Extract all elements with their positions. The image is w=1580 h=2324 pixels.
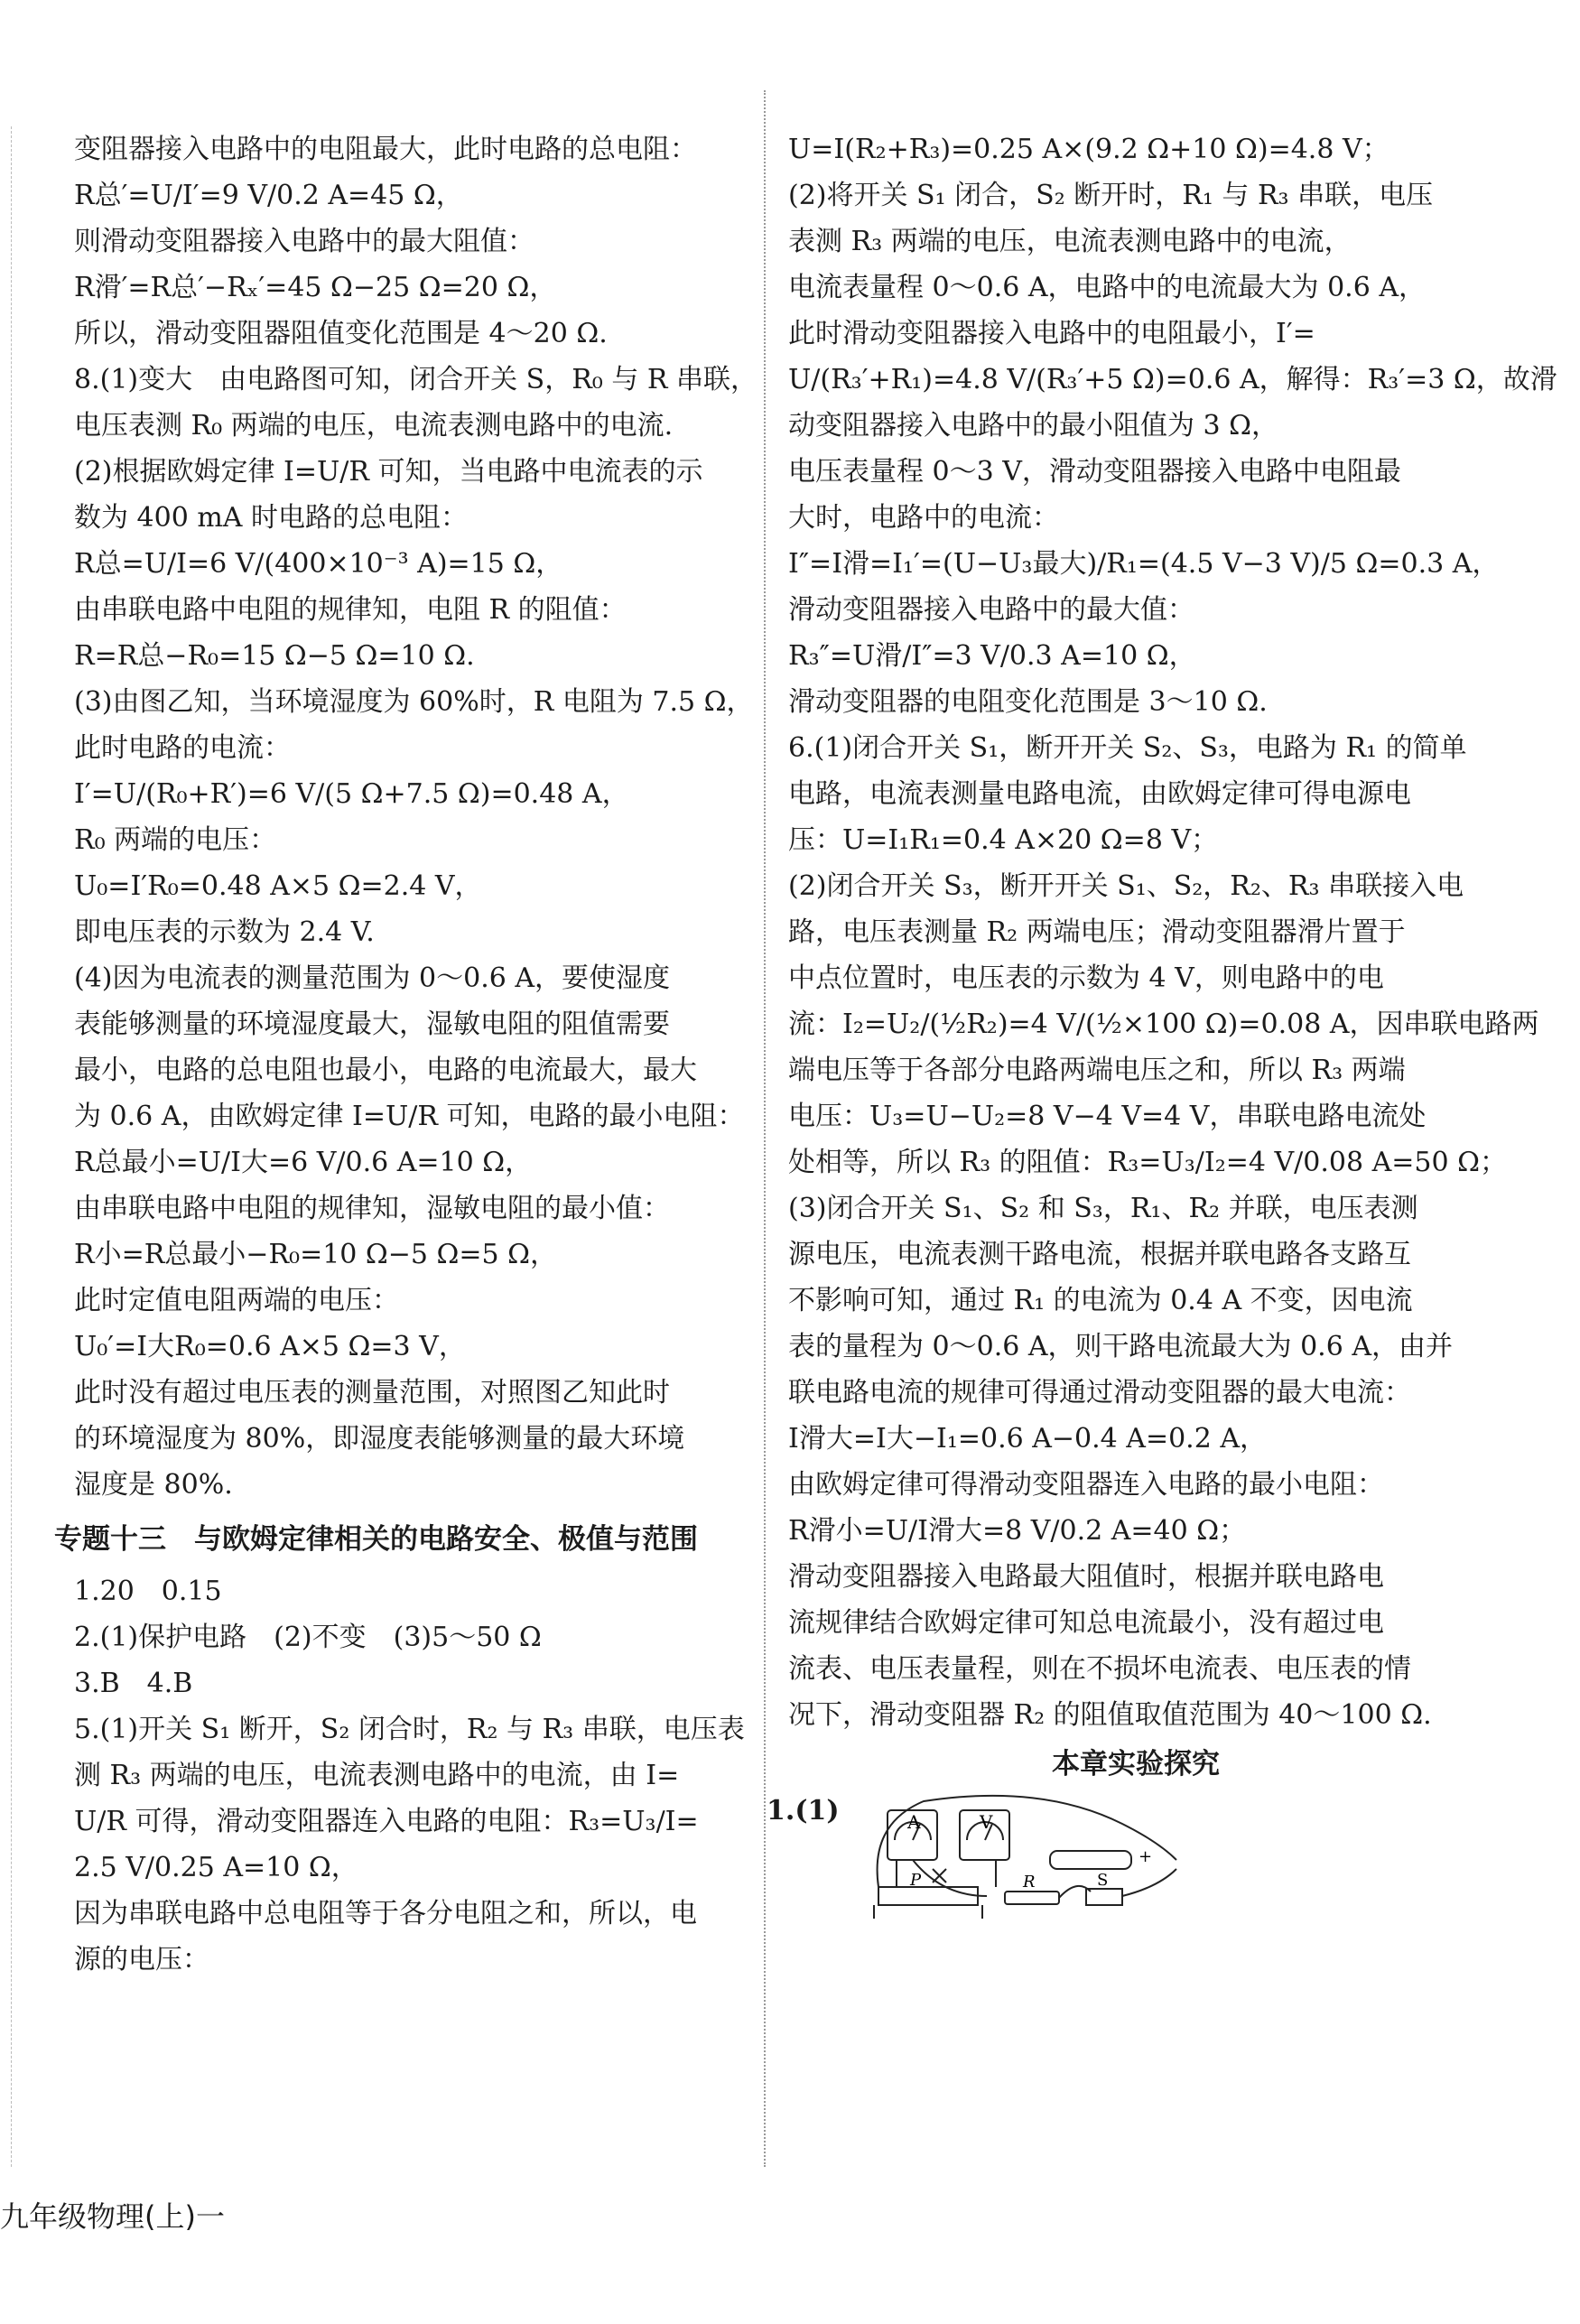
left-line: 最小，电路的总电阻也最小，电路的电流最大，最大 [74,1055,697,1086]
left-line: U₀=I′R₀=0.48 A×5 Ω=2.4 V， [74,870,482,902]
right-line: 由欧姆定律可得滑动变阻器连入电路的最小电阻： [788,1469,1384,1501]
left-answers [74,1568,769,1983]
answer-line: 1.20 0.15 [74,1576,222,1607]
right-line: 源电压，电流表测干路电流，根据并联电路各支路互 [788,1239,1411,1270]
left-line: 由串联电路中电阻的规律知，湿敏电阻的最小值： [74,1193,670,1224]
voltmeter-label: V [980,1811,993,1833]
right-line: 此时滑动变阻器接入电路中的电阻最小，I′= [788,318,1315,349]
right-line: 滑动变阻器接入电路中的最大值： [788,594,1194,626]
answer-line: 3.B 4.B [74,1668,193,1699]
answer-line: 2.5 V/0.25 A=10 Ω， [74,1852,358,1883]
slider-label: P [910,1871,922,1890]
right-line: 流规律结合欧姆定律可知总电流最小，没有超过电 [788,1607,1384,1639]
left-line: 数为 400 mA 时电路的总电阻： [74,502,468,534]
left-line: 所以，滑动变阻器阻值变化范围是 4～20 Ω. [74,318,608,349]
right-line: (3)闭合开关 S₁、S₂ 和 S₃，R₁、R₂ 并联，电压表测 [788,1193,1418,1224]
right-line: 不影响可知，通过 R₁ 的电流为 0.4 A 不变，因电流 [788,1285,1413,1316]
right-line: 流表、电压表量程，则在不损坏电流表、电压表的情 [788,1653,1411,1685]
left-line: R₀ 两端的电压： [74,824,277,856]
left-line: 此时电路的电流： [74,732,291,764]
page-footer: 九年级物理(上)一 [0,2199,225,2234]
left-line: R总′=U/I′=9 V/0.2 A=45 Ω， [74,180,463,211]
switch-label: S [1097,1871,1109,1890]
left-line: R滑′=R总′−Rₓ′=45 Ω−25 Ω=20 Ω， [74,272,557,303]
right-line: 电流表量程 0～0.6 A，电路中的电流最大为 0.6 A， [788,272,1426,303]
battery-plus-label: + [1139,1847,1153,1866]
experiment-heading: 本章实验探究 [1052,1748,1220,1780]
circuit-diagram [860,1788,1204,1938]
right-line: 压：U=I₁R₁=0.4 A×20 Ω=8 V； [788,824,1219,856]
right-line: 电压表量程 0～3 V，滑动变阻器接入电路中电阻最 [788,456,1401,488]
right-line: 路，电压表测量 R₂ 两端电压；滑动变阻器滑片置于 [788,916,1406,948]
right-line: 动变阻器接入电路中的最小阻值为 3 Ω， [788,410,1279,442]
left-line: 电压表测 R₀ 两端的电压，电流表测电路中的电流. [74,410,674,442]
right-line: 电压：U₃=U−U₂=8 V−4 V=4 V，串联电路电流处 [788,1101,1427,1132]
right-line: 表测 R₃ 两端的电压，电流表测电路中的电流， [788,226,1352,257]
right-line: 端电压等于各部分电路两端电压之和，所以 R₃ 两端 [788,1055,1406,1086]
left-line: R小=R总最小−R₀=10 Ω−5 Ω=5 Ω， [74,1239,558,1270]
left-line: 由串联电路中电阻的规律知，电阻 R 的阻值： [74,594,627,626]
right-line: (2)将开关 S₁ 闭合，S₂ 断开时，R₁ 与 R₃ 串联，电压 [788,180,1434,211]
right-line: 处相等，所以 R₃ 的阻值：R₃=U₃/I₂=4 V/0.08 A=50 Ω； [788,1147,1507,1178]
left-line: 即电压表的示数为 2.4 V. [74,916,375,948]
left-line: (2)根据欧姆定律 I=U/R 可知，当电路中电流表的示 [74,456,703,488]
left-line: 则滑动变阻器接入电路中的最大阻值： [74,226,534,257]
answer-line: 源的电压： [74,1944,209,1975]
ammeter-label: A [907,1811,921,1833]
left-line: U₀′=I大R₀=0.6 A×5 Ω=3 V， [74,1331,466,1362]
left-line: R=R总−R₀=15 Ω−5 Ω=10 Ω. [74,640,475,672]
right-line: U=I(R₂+R₃)=0.25 A×(9.2 Ω+10 Ω)=4.8 V； [788,134,1389,165]
left-line: (4)因为电流表的测量范围为 0～0.6 A，要使湿度 [74,962,671,994]
right-line: (2)闭合开关 S₃，断开开关 S₁、S₂，R₂、R₃ 串联接入电 [788,870,1464,902]
left-line: R总=U/I=6 V/(400×10⁻³ A)=15 Ω， [74,548,563,580]
right-line: I滑大=I大−I₁=0.6 A−0.4 A=0.2 A， [788,1423,1267,1455]
right-line: 况下，滑动变阻器 R₂ 的阻值取值范围为 40～100 Ω. [788,1699,1432,1731]
right-line: 滑动变阻器的电阻变化范围是 3～10 Ω. [788,686,1268,718]
right-line: 大时，电路中的电流： [788,502,1059,534]
answer-line: 测 R₃ 两端的电压，电流表测电路中的电流，由 I= [74,1760,680,1791]
right-line: 中点位置时，电压表的示数为 4 V，则电路中的电 [788,962,1384,994]
answer-line: 2.(1)保护电路 (2)不变 (3)5～50 Ω [74,1622,542,1653]
answer-line: 5.(1)开关 S₁ 断开，S₂ 闭合时，R₂ 与 R₃ 串联，电压表 [74,1714,745,1745]
right-line: 电路，电流表测量电路电流，由欧姆定律可得电源电 [788,778,1411,810]
left-line: (3)由图乙知，当环境湿度为 60%时，R 电阻为 7.5 Ω， [74,686,754,718]
right-line: R₃″=U滑/I″=3 V/0.3 A=10 Ω， [788,640,1196,672]
left-line: 此时定值电阻两端的电压： [74,1285,399,1316]
right-line: 6.(1)闭合开关 S₁，断开开关 S₂、S₃，电路为 R₁ 的简单 [788,732,1467,764]
section-heading: 专题十三 与欧姆定律相关的电路安全、极值与范围 [54,1523,698,1556]
right-line: I″=I滑=I₁′=(U−U₃最大)/R₁=(4.5 V−3 V)/5 Ω=0.3 A， [788,548,1500,580]
experiment-number: 1.(1) [767,1795,840,1827]
left-line: 为 0.6 A，由欧姆定律 I=U/R 可知，电路的最小电阻： [74,1101,745,1132]
left-line: R总最小=U/I大=6 V/0.6 A=10 Ω， [74,1147,533,1178]
left-line: 的环境湿度为 80%，即湿度表能够测量的最大环境 [74,1423,685,1455]
right-line: R滑小=U/I滑大=8 V/0.2 A=40 Ω； [788,1515,1247,1547]
right-line: U/(R₃′+R₁)=4.8 V/(R₃′+5 Ω)=0.6 A，解得：R₃′=3 Ω，故滑 [788,364,1557,395]
left-line: 表能够测量的环境湿度最大，湿敏电阻的阻值需要 [74,1009,670,1040]
right-lines [788,126,1557,1738]
experiment-item [767,1788,1483,1932]
left-line: 此时没有超过电压表的测量范围，对照图乙知此时 [74,1377,670,1408]
right-column [767,126,1557,1932]
right-line: 流：I₂=U₂/(½R₂)=4 V/(½×100 Ω)=0.08 A，因串联电路两 [788,1009,1539,1040]
page-edge-line [11,126,12,2167]
left-column [54,126,769,1983]
circuit-svg [860,1788,1204,1923]
answer-line: 因为串联电路中总电阻等于各分电阻之和，所以，电 [74,1898,697,1929]
right-line: 表的量程为 0～0.6 A，则干路电流最大为 0.6 A，由并 [788,1331,1453,1362]
left-line: I′=U/(R₀+R′)=6 V/(5 Ω+7.5 Ω)=0.48 A， [74,778,629,810]
resistor-label: R [1023,1873,1036,1892]
left-lines [74,126,769,1508]
left-line: 湿度是 80%. [74,1469,233,1501]
right-line: 联电路电流的规律可得通过滑动变阻器的最大电流： [788,1377,1411,1408]
left-line: 变阻器接入电路中的电阻最大，此时电路的总电阻： [74,134,697,165]
right-line: 滑动变阻器接入电路最大阻值时，根据并联电路电 [788,1561,1384,1593]
left-line: 8.(1)变大 由电路图可知，闭合开关 S，R₀ 与 R 串联， [74,364,758,395]
answer-line: U/R 可得，滑动变阻器连入电路的电阻：R₃=U₃/I= [74,1806,699,1837]
